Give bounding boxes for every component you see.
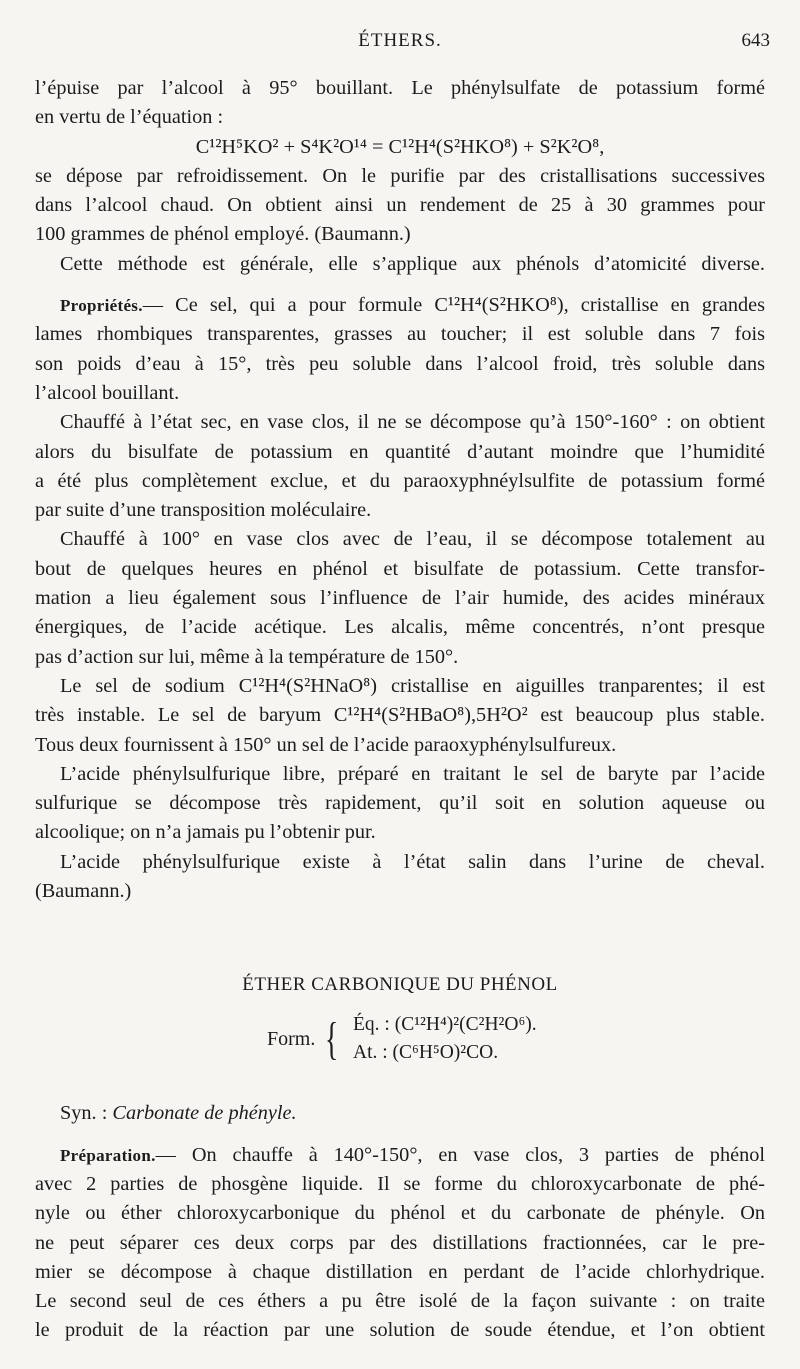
text-line: énergiques, de l’acide acétique. Les alcalis, même concentrés, n’ont presque [35, 616, 765, 639]
brace-icon: { [325, 1013, 339, 1065]
formula-lines [353, 1011, 537, 1067]
text-line: mation a lieu également sous l’influence de l’air humide, des acides minéraux [35, 587, 765, 610]
text-run: — Ce sel, qui a pour formule C¹²H⁴(S²HKO⁸), cristallise en grandes [142, 294, 765, 317]
text-line: Chauffé à l’état sec, en vase clos, il ne se décompose qu’à 150°-160° : on obtient [60, 411, 765, 434]
page-number: 643 [741, 30, 770, 51]
text-line: Cette méthode est générale, elle s’applique aux phénols d’atomicité diverse. [60, 252, 765, 275]
text-line: sulfurique se décompose très rapidement, qu’il soit en solution aqueuse ou [35, 792, 765, 815]
text-line: mier se décompose à chaque distillation en perdant de l’acide chlorhydrique. [35, 1260, 765, 1283]
text-line: l’alcool bouillant. [35, 381, 180, 404]
text-line: 100 grammes de phénol employé. (Baumann.) [35, 223, 411, 246]
at-formula: At. : (C⁶H⁵O)²CO. [353, 1042, 499, 1064]
text-line: avec 2 parties de phosgène liquide. Il se forme du chloroxycarbonate de phé- [35, 1172, 765, 1195]
text-line: nyle ou éther chloroxycarbonique du phénol et du carbonate de phényle. On [35, 1202, 765, 1225]
page-body [35, 74, 765, 1346]
proprietes-heading-line [35, 291, 765, 320]
text-line: L’acide phénylsulfurique existe à l’état salin dans l’urine de cheval. [60, 850, 765, 873]
text-line: alcoolique; on n’a jamais pu l’obtenir pur. [35, 821, 376, 844]
page-header [0, 30, 800, 60]
text-line: l’épuise par l’alcool à 95° bouillant. Le phénylsulfate de potassium formé [35, 77, 765, 99]
text-line: très instable. Le sel de baryum C¹²H⁴(S²HBaO⁸),5H²O² est beaucoup plus stable. [35, 704, 765, 727]
running-title: ÉTHERS. [358, 30, 442, 51]
text-line: Le sel de sodium C¹²H⁴(S²HNaO⁸) cristallise en aiguilles tranparentes; il est [60, 674, 765, 697]
text-line: lames rhombiques transparentes, grasses au toucher; il est soluble dans 7 fois [35, 323, 765, 346]
text-line: son poids d’eau à 15°, très peu soluble dans l’alcool froid, très soluble dans [35, 352, 765, 375]
text-line: a été plus complètement exclue, et du paraoxyphnéylsulfite de potassium formé [35, 469, 765, 492]
text-line: pas d’action sur lui, même à la température de 150°. [35, 645, 459, 668]
text-line: alors du bisulfate de potassium en quantité d’autant moindre que l’humidité [35, 440, 765, 463]
synonym-line [35, 1099, 765, 1128]
text-line: le produit de la réaction par une solution de soude étendue, et l’on obtient [35, 1319, 765, 1342]
text-line: Le second seul de ces éthers a pu être isolé de la façon suivante : on traite [35, 1290, 765, 1313]
text-line: ne peut séparer ces deux corps par des distillations fractionnées, car le pre- [35, 1231, 765, 1254]
preparation-label: Préparation. [60, 1145, 156, 1165]
text-line: L’acide phénylsulfurique libre, préparé en traitant le sel de baryte par l’acide [60, 762, 765, 785]
preparation-heading-line [35, 1141, 765, 1170]
proprietes-label: Propriétés. [60, 296, 143, 316]
text-line: se dépose par refroidissement. On le purifie par des cristallisations successives [35, 164, 765, 187]
syn-prefix: Syn. : [60, 1102, 113, 1125]
text-line: bout de quelques heures en phénol et bisulfate de potassium. Cette transfor- [35, 557, 765, 580]
text-line: en vertu de l’équation : [35, 106, 224, 129]
formula-block [35, 1011, 765, 1071]
text-line: (Baumann.) [35, 880, 132, 903]
eq-formula: Éq. : (C¹²H⁴)²(C²H²O⁶). [353, 1014, 537, 1036]
text-line: dans l’alcool chaud. On obtient ainsi un rendement de 25 à 30 grammes pour [35, 194, 765, 217]
text-line: Tous deux fournissent à 150° un sel de l’acide paraoxyphénylsulfureux. [35, 733, 617, 756]
text-line: Chauffé à 100° en vase clos avec de l’eau, il se décompose totalement au [60, 528, 765, 551]
syn-value: Carbonate de phényle. [112, 1102, 297, 1125]
section-title: ÉTHER CARBONIQUE DU PHÉNOL [242, 974, 558, 996]
form-label: Form. [267, 1028, 316, 1051]
text-run: — On chauffe à 140°-150°, en vase clos, 3 parties de phénol [155, 1143, 765, 1166]
text-line: par suite d’une transposition moléculaire. [35, 499, 372, 522]
equation: C¹²H⁵KO² + S⁴K²O¹⁴ = C¹²H⁴(S²HKO⁸) + S²K²O⁸, [195, 135, 605, 158]
